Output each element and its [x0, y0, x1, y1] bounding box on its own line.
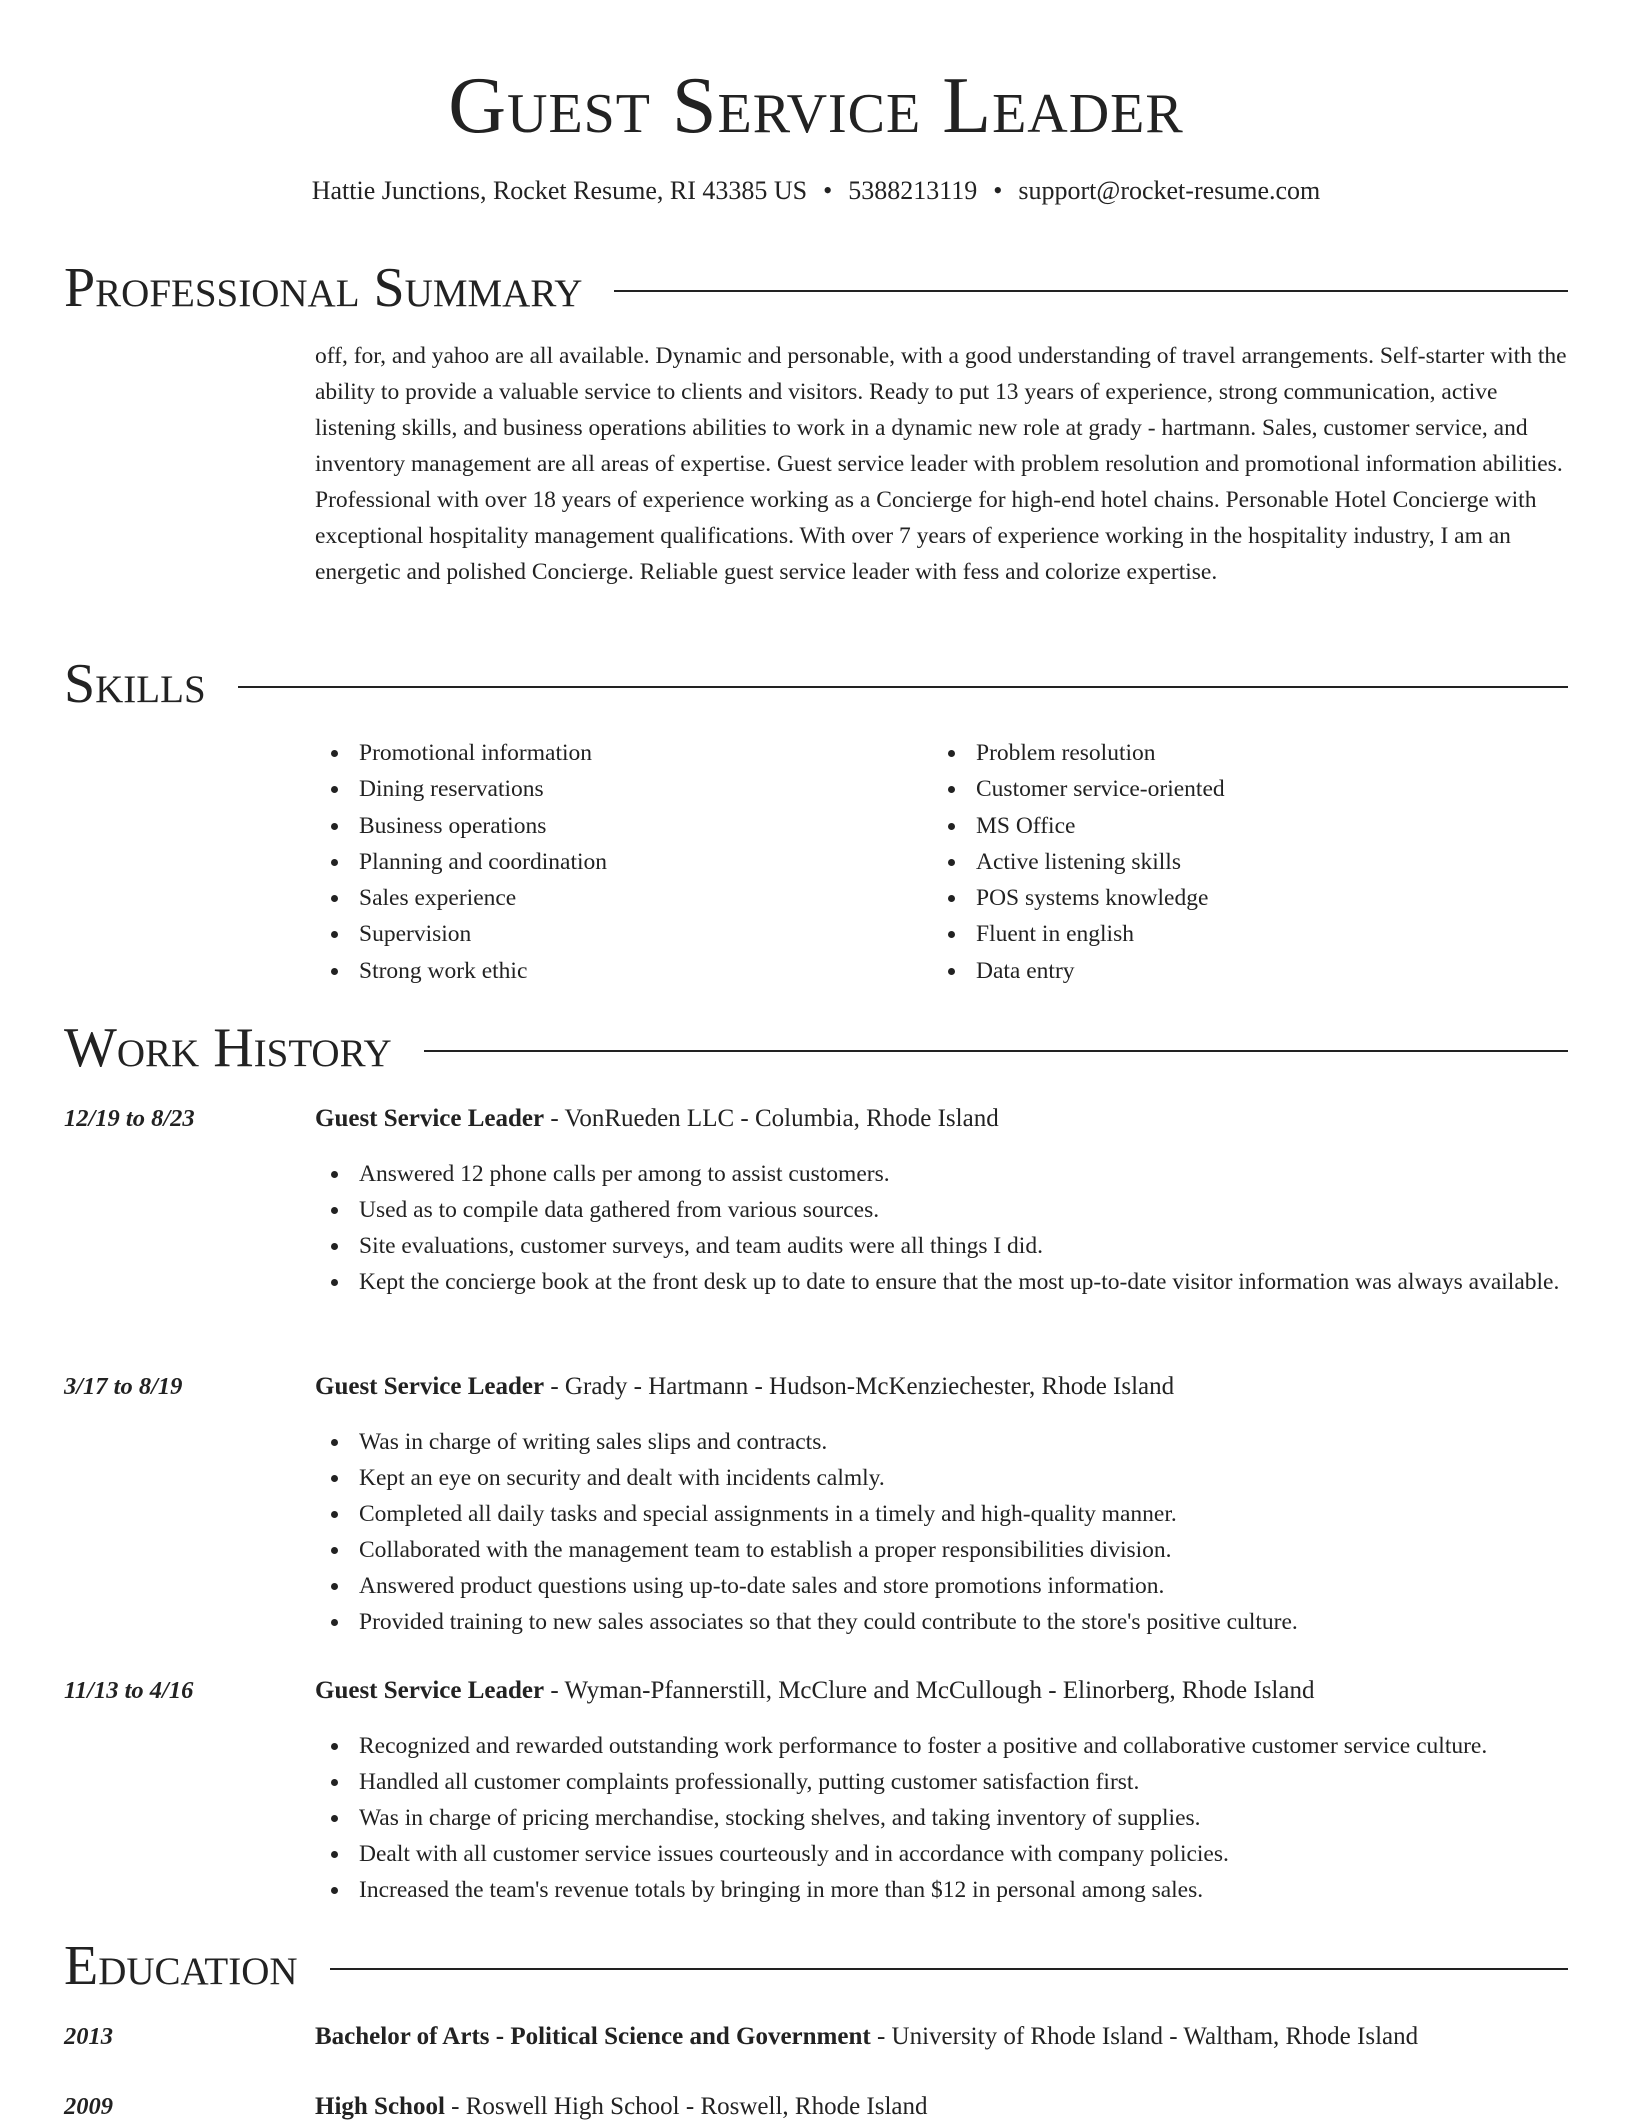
skill-item: Customer service-oriented [932, 771, 1568, 807]
job-bullets [315, 1156, 1569, 1300]
job-role: Guest Service Leader [315, 1105, 545, 1132]
education-section-header [64, 1934, 1568, 1998]
job-heading [315, 1102, 1569, 1136]
resume-page [64, 0, 1568, 2120]
education-heading [315, 2090, 1569, 2124]
job-bullets [315, 1728, 1569, 1908]
job-bullet: Site evaluations, customer surveys, and team audits were all things I did. [315, 1228, 1569, 1264]
skill-item: Problem resolution [932, 735, 1568, 771]
job-bullet: Was in charge of pricing merchandise, stocking shelves, and taking inventory of supplies. [315, 1800, 1569, 1836]
skill-item: Planning and coordination [315, 844, 915, 880]
job-role: Guest Service Leader [315, 1373, 545, 1400]
job-details: - VonRueden LLC - Columbia, Rhode Island [544, 1105, 999, 1132]
skill-item: Sales experience [315, 880, 915, 916]
job-bullet: Increased the team's revenue totals by bringing in more than $12 in personal among sales. [315, 1872, 1569, 1908]
job-dates: 3/17 to 8/19 [64, 1373, 183, 1400]
job-bullet: Completed all daily tasks and special assignments in a timely and high-quality manner. [315, 1496, 1569, 1532]
summary-text: off, for, and yahoo are all available. Dynamic and personable, with a good understanding of travel arrangements. Self-starter with the ability to provide a valuable service to clients and visitors. Ready to put 13 years of experience, strong communication, active listening skills, and business operations abilities to work in a dynamic new role at grady - hartmann. Sales, customer service, and inventory management are all areas of expertise. Guest service leader with problem resolution and promotional information abilities. Professional with over 18 years of experience working as a Concierge for high-end hotel chains. Personable Hotel Concierge with exceptional hospitality management qualifications. With over 7 years of experience working in the hospitality industry, I am an energetic and polished Concierge. Reliable guest service leader with fess and colorize expertise. [315, 343, 1567, 585]
education-degree: High School [315, 2093, 445, 2120]
contact-separator: • [993, 176, 1003, 205]
skill-item: Strong work ethic [315, 953, 915, 989]
contact-line [64, 174, 1568, 208]
job-dates: 12/19 to 8/23 [64, 1105, 195, 1132]
contact-separator: • [823, 176, 833, 205]
job-bullet: Was in charge of writing sales slips and contracts. [315, 1424, 1569, 1460]
job-bullet: Provided training to new sales associates so that they could contribute to the store's positive culture. [315, 1604, 1569, 1640]
skill-item: Active listening skills [932, 844, 1568, 880]
job-bullets [315, 1424, 1569, 1640]
job-bullet: Dealt with all customer service issues courteously and in accordance with company policies. [315, 1836, 1569, 1872]
job-heading [315, 1674, 1569, 1708]
job-bullet: Kept the concierge book at the front desk up to date to ensure that the most up-to-date visitor information was always available. [315, 1264, 1569, 1300]
skills-section-header [64, 652, 1568, 716]
summary-section-header [64, 256, 1568, 320]
job-heading [315, 1370, 1569, 1404]
section-divider [614, 290, 1568, 292]
contact-phone: 5388213119 [848, 176, 978, 205]
contact-address: Hattie Junctions, Rocket Resume, RI 43385 US [311, 176, 808, 205]
job-bullet: Handled all customer complaints professionally, putting customer satisfaction first. [315, 1764, 1569, 1800]
summary-section-title: Professional Summary [64, 257, 583, 319]
job-bullet: Answered 12 phone calls per among to assist customers. [315, 1156, 1569, 1192]
skill-item: Supervision [315, 916, 915, 952]
section-divider [424, 1050, 1568, 1052]
skills-list-left [315, 735, 915, 989]
job-bullet: Kept an eye on security and dealt with incidents calmly. [315, 1460, 1569, 1496]
candidate-name: Guest Service Leader [448, 62, 1184, 150]
skill-item: MS Office [932, 808, 1568, 844]
section-divider [330, 1968, 1568, 1970]
job-bullet: Used as to compile data gathered from various sources. [315, 1192, 1569, 1228]
education-year: 2013 [64, 2023, 113, 2050]
education-details: - Roswell High School - Roswell, Rhode Island [444, 2093, 928, 2120]
work-section-header [64, 1016, 1568, 1080]
section-divider [238, 686, 1568, 688]
job-bullet: Answered product questions using up-to-date sales and store promotions information. [315, 1568, 1569, 1604]
skill-item: POS systems knowledge [932, 880, 1568, 916]
education-degree: Bachelor of Arts - Political Science and Government [315, 2023, 871, 2050]
skills-list-right [932, 735, 1568, 989]
job-details: - Wyman-Pfannerstill, McClure and McCullough - Elinorberg, Rhode Island [544, 1677, 1315, 1704]
skill-item: Fluent in english [932, 916, 1568, 952]
education-section-title: Education [64, 1935, 298, 1997]
job-dates: 11/13 to 4/16 [64, 1677, 194, 1704]
job-role: Guest Service Leader [315, 1677, 545, 1704]
job-bullet: Collaborated with the management team to establish a proper responsibilities division. [315, 1532, 1569, 1568]
job-details: - Grady - Hartmann - Hudson-McKenziechester, Rhode Island [544, 1373, 1175, 1400]
job-bullet: Recognized and rewarded outstanding work performance to foster a positive and collaborative customer service culture. [315, 1728, 1569, 1764]
skill-item: Dining reservations [315, 771, 915, 807]
education-heading [315, 2020, 1569, 2054]
skill-item: Data entry [932, 953, 1568, 989]
skills-section-title: Skills [64, 653, 206, 715]
skill-item: Promotional information [315, 735, 915, 771]
education-year: 2009 [64, 2093, 113, 2120]
work-section-title: Work History [64, 1017, 392, 1079]
contact-email: support@rocket-resume.com [1018, 176, 1321, 205]
education-details: - University of Rhode Island - Waltham, Rhode Island [870, 2023, 1419, 2050]
skill-item: Business operations [315, 808, 915, 844]
